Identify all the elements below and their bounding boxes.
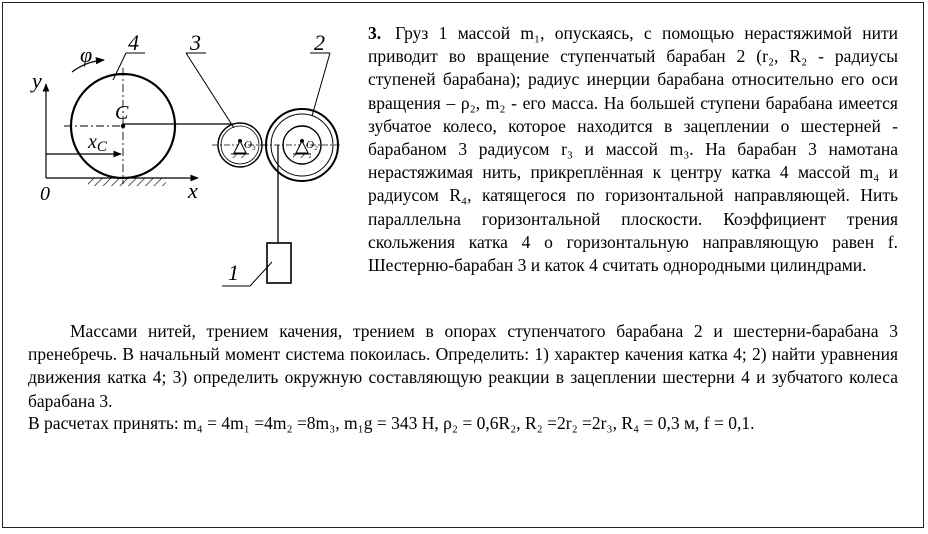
label-3: 3 xyxy=(190,30,201,55)
roller-center-label: C xyxy=(115,102,129,124)
mechanism-diagram xyxy=(0,0,368,320)
problem-number: 3. xyxy=(368,23,382,43)
support-o2-hatch xyxy=(293,154,311,158)
support-o3-hatch xyxy=(231,154,249,158)
problem-assumptions-paragraph: Массами нитей, трением качения, трением в опорах ступенчатого барабана 2 и шестерни-барабана 3 пренебречь. В начальный момент система покоилась. Определить: 1) характер качения катка 4; 2) найти уравнения движения катка 4; 3) определить окружную составляющую реакции в зацеплении шестерни 4 и зубчатого колеса барабана 3. xyxy=(28,321,898,411)
label-o3: O₃ xyxy=(244,139,256,151)
ground-hatch xyxy=(88,178,166,186)
label-2: 2 xyxy=(314,30,325,55)
label-4: 4 xyxy=(128,30,139,55)
problem-given-values: В расчетах принять: m₄ = 4m₁ =4m₂ =8m₃, m₁g = 343 Н, ρ₂ = 0,6R₂, R₂ =2r₂ =2r₃, R₄ = 0,3 м, f = 0,1. xyxy=(28,413,755,433)
x-axis-label: x xyxy=(188,178,198,203)
origin-label: 0 xyxy=(40,183,50,205)
label-1: 1 xyxy=(228,260,239,285)
problem-text-1: Груз 1 массой m₁, опускаясь, с помощью нерастяжимой нити приводит во вращение ступенчатый барабан 2 (r₂, R₂ - радиусы ступеней барабана); радиус инерции барабана относительно его оси вращения – ρ₂, m₂ - его масса. На большей ступени барабана имеется зубчатое колесо, которое находится в зацеплении о шестерней - барабаном 3 радиусом r₃ и массой m₃. На барабан 3 намотана нерастяжимая нить, прикреплённая к центру катка 4 массой m₄ и радиусом R₄, катящегося по горизонтальной направляющей. Нить параллельна горизонтальной плоскости. Коэффициент трения скольжения катка 4 о горизонтальную направляющую равен f. Шестерню-барабан 3 и каток 4 считать однородными цилиндрами. xyxy=(368,23,898,276)
label-o2: O₂ xyxy=(306,139,318,151)
problem-statement-paragraph xyxy=(368,22,898,277)
leader-3 xyxy=(186,53,234,128)
phi-label: φ xyxy=(80,42,93,67)
leader-2 xyxy=(312,53,330,116)
xc-label: xC xyxy=(88,131,107,155)
y-axis-label: y xyxy=(32,68,42,93)
